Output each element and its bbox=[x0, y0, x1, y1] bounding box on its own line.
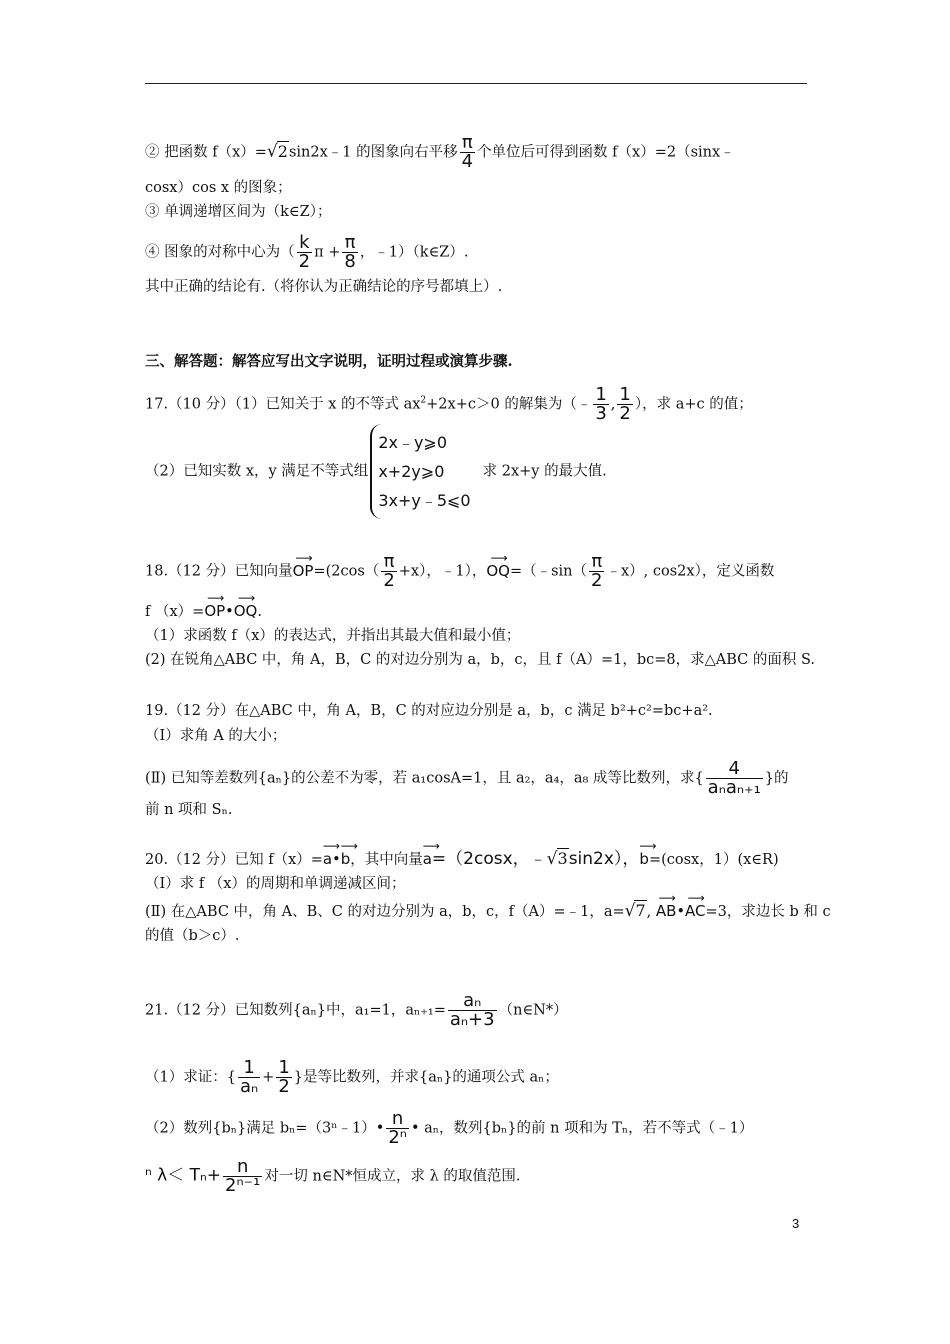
fraction-1-over-2: $\frac{1}{2}$ bbox=[278, 1057, 290, 1097]
q20-line-3: (Ⅱ) 在△ABC 中，角 A、B、C 的对边分别为 a，b，c，f（A）=﹣1，a=√7, ⟶ AB•⟶ AC=3，求边长 b 和 c bbox=[145, 900, 831, 922]
q18-line-2: f （x）=⟶ OP•⟶ OQ. bbox=[145, 601, 262, 622]
fraction-1-over-2: $\frac{1}{2}$ bbox=[619, 384, 631, 424]
q19-line-1: 19.（12 分）在△ABC 中，角 A，B，C 的对应边分别是 a，b，c 满足 b²+c²=bc+a². bbox=[145, 703, 713, 719]
q18-line-1: 18.（12 分）已知向量⟶ OP=(2cos（ $\frac{\pi}{2}$ +x），﹣1），⟶ OQ=（﹣sin（ $\frac{\pi}{2}$ ﹣x）, cos2x），定义函数 bbox=[145, 553, 774, 590]
q16-line-1: ② 把函数 f（x）=√2sin2x﹣1 的图象向右平移 $\frac{\pi}{4}$ 个单位后可得到函数 f（x）=2（sinx﹣ bbox=[145, 132, 735, 172]
q16-line-5: 其中正确的结论有.（将你认为正确结论的序号都填上）. bbox=[145, 279, 503, 295]
fraction-recurrence: $\frac{\text{aₙ}}{\text{aₙ+3}}$ bbox=[449, 990, 495, 1030]
fraction-n-over-2n: $\frac{n}{\text{2ⁿ}}$ bbox=[388, 1108, 407, 1148]
q20-line-1: 20.（12 分）已知 f（x）=⟶ a•⟶ b，其中向量⟶ a=（2cosx，﹣√3sin2x），⟶ b=(cosx，1）(x∈R) bbox=[145, 848, 779, 870]
q16-line-4: ④ 图象的对称中心为（ $\frac{k}{2}$ π + $\frac{\pi}{8}$ ，﹣1）（k∈Z）. bbox=[145, 232, 469, 272]
q21-line-4: ⁿ λ＜ Tₙ+ $\frac{n}{\text{2ⁿ⁻¹}}$ 对一切 n∈N*恒成立，求 λ 的取值范围. bbox=[145, 1156, 521, 1196]
q18-line-4: (2) 在锐角△ABC 中，角 A，B，C 的对边分别为 a，b，c，且 f（A）=1，bc=8，求△ABC 的面积 S. bbox=[145, 652, 815, 668]
fraction-n-over-2n-1: $\frac{n}{\text{2ⁿ⁻¹}}$ bbox=[225, 1156, 261, 1196]
q16-line-2: cosx）cos x 的图象； bbox=[145, 180, 292, 196]
q19-line-4: 前 n 项和 Sₙ. bbox=[145, 802, 233, 818]
q18-line-3: （1）求函数 f（x）的表达式，并指出其最大值和最小值； bbox=[145, 628, 521, 644]
q19-line-3: (Ⅱ) 已知等差数列{aₙ}的公差不为零，若 a₁cosA=1，且 a₂，a₄，a₈ 成等比数列，求{ $\frac{4}{\text{aₙaₙ₊₁}}$ }的 bbox=[145, 758, 789, 798]
q17-part1: 17.（10 分）（1）已知关于 x 的不等式 $ax^2+2x+c>0$ 的解集为（﹣ $\frac{1}{3}$ , $\frac{1}{2}$ ），求 a+c 的值； bbox=[145, 384, 753, 424]
q21-line-1: 21.（12 分）已知数列{aₙ}中，a₁=1，aₙ₊₁= $\frac{\text{aₙ}}{\text{aₙ+3}}$ （n∈N*） bbox=[145, 990, 568, 1030]
inequality-system: 2x﹣y⩾0 x+2y⩾0 3x+y﹣5⩽0 bbox=[370, 424, 470, 519]
q20-line-4: 的值（b＞c）. bbox=[145, 928, 240, 944]
page-number: 3 bbox=[792, 1216, 800, 1231]
q21-line-2: （1）求证：{ $\frac{1}{\text{aₙ}}$ + $\frac{1}{2}$ }是等比数列，并求{aₙ}的通项公式 aₙ； bbox=[145, 1057, 559, 1097]
fraction-pi-over-2: $\frac{\pi}{2}$ bbox=[591, 551, 603, 591]
q20-line-2: （Ⅰ）求 f （x）的周期和单调递减区间； bbox=[145, 876, 406, 892]
fraction-4-over-an-an1: $\frac{4}{\text{aₙaₙ₊₁}}$ bbox=[707, 758, 761, 798]
vector-oq: ⟶ OQ bbox=[486, 561, 510, 581]
q17-part2: （2）已知实数 x，y 满足不等式组 2x﹣y⩾0 x+2y⩾0 3x+y﹣5⩽0 求 2x+y 的最大值. bbox=[145, 424, 607, 519]
vector-op: ⟶ OP bbox=[293, 561, 314, 581]
header-rule bbox=[145, 83, 807, 84]
fraction-k-over-2: $\frac{k}{2}$ bbox=[298, 232, 311, 272]
fraction-pi-over-4: $\frac{\pi}{4}$ bbox=[461, 132, 474, 172]
fraction-pi-over-8: $\frac{\pi}{8}$ bbox=[344, 232, 356, 272]
q16-line-3: ③ 单调递增区间为（k∈Z）； bbox=[145, 204, 332, 220]
q21-line-3: （2）数列{bₙ}满足 bₙ=（3ⁿ﹣1）• $\frac{n}{\text{2ⁿ}}$ • aₙ，数列{bₙ}的前 n 项和为 Tₙ，若不等式（﹣1） bbox=[145, 1108, 754, 1148]
section-3-title: 三、解答题：解答应写出文字说明，证明过程或演算步骤. bbox=[145, 353, 513, 370]
q19-line-2: （Ⅰ）求角 A 的大小； bbox=[145, 728, 287, 744]
fraction-pi-over-2: $\frac{\pi}{2}$ bbox=[383, 551, 395, 591]
fraction-1-over-an: $\frac{1}{\text{aₙ}}$ bbox=[239, 1057, 259, 1097]
fraction-1-over-3: $\frac{1}{3}$ bbox=[595, 384, 607, 424]
